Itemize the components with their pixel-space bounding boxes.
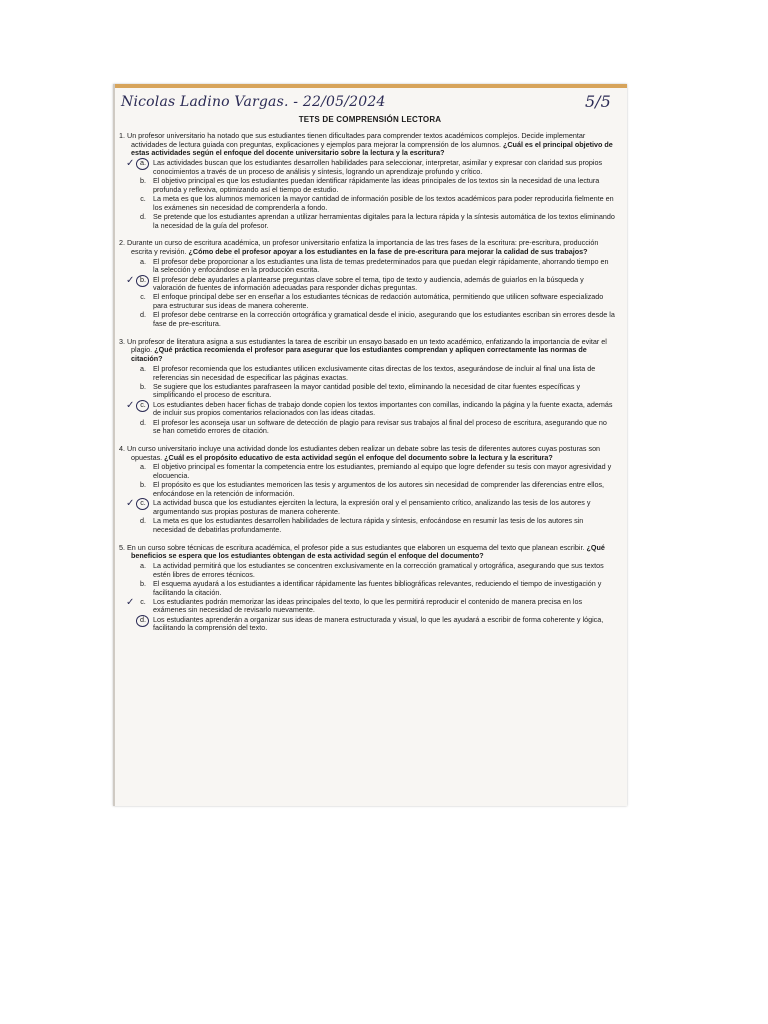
- option-text: El profesor debe ayudarles a plantearse preguntas clave sobre el tema, tipo de texto y audiencia, además de guiarlos en la búsqueda y valoración de fuentes de información adecuadas para responder dichas preguntas.: [153, 274, 584, 293]
- option-letter: c.: [140, 596, 146, 606]
- question-context: Durante un curso de escritura académica, un profesor universitario enfatiza la importancia de las tres fases de la escritura: pre-escritura, producción escrita y revisión.: [127, 238, 599, 256]
- question-context: Un profesor universitario ha notado que sus estudiantes tienen dificultades para comprender textos académicos complejos. Decide implementar actividades de lectura guiada con preguntas, explicaciones y ejemplos para mejorar la comprensión de los alumnos.: [127, 131, 586, 149]
- option-b[interactable]: [119, 383, 615, 400]
- option-c[interactable]: [119, 401, 615, 418]
- option-b[interactable]: [119, 177, 615, 194]
- option-letter: a.: [140, 462, 146, 472]
- question-list: [119, 132, 615, 642]
- option-letter: b.: [140, 578, 146, 588]
- question-1: [119, 132, 615, 230]
- option-c[interactable]: [119, 293, 615, 310]
- option-text: La actividad permitirá que los estudiantes se concentren exclusivamente en la corrección gramatical y ortográfica, asegurando que sus textos estén libres de errores técnicos.: [153, 560, 604, 579]
- option-d[interactable]: [119, 311, 615, 328]
- question-stem: [119, 239, 615, 256]
- option-b[interactable]: [119, 580, 615, 597]
- option-letter: a.: [140, 158, 146, 168]
- option-d[interactable]: [119, 419, 615, 436]
- checkmark-icon: ✓: [126, 399, 135, 411]
- question-prompt: ¿Cuál es el principal objetivo de estas actividades según el enfoque del docente universitario sobre la lectura y la escritura?: [131, 139, 613, 158]
- question-stem: [119, 544, 615, 561]
- option-text: El objetivo principal es que los estudiantes puedan identificar rápidamente las ideas principales de los textos sin la necesidad de una lectura profunda y reflexiva, optimizando así el tiempo de estudio.: [153, 176, 600, 194]
- option-text: Se sugiere que los estudiantes parafraseen la mayor cantidad posible del texto, eliminando la necesidad de citar fuentes específicas y simplificando el proceso de escritura.: [153, 381, 581, 400]
- question-4: [119, 445, 615, 535]
- checkmark-icon: ✓: [126, 274, 135, 286]
- option-c[interactable]: [119, 499, 615, 516]
- option-letter: c.: [140, 498, 146, 508]
- option-text: El propósito es que los estudiantes memoricen las tesis y argumentos de los autores sin necesidad de comprender las diferencias entre ellos, enfocándose en la retención de información.: [153, 480, 605, 499]
- question-number: 5.: [119, 542, 125, 552]
- option-d[interactable]: [119, 616, 615, 633]
- option-text: El profesor recomienda que los estudiantes utilicen exclusivamente citas directas de los textos, asegurándose de incluir al final una lista de referencias sin necesidad de especificar las páginas exactas.: [153, 363, 596, 382]
- question-prompt: ¿Qué práctica recomienda el profesor para asegurar que los estudiantes comprendan y apliquen correctamente las normas de citación?: [131, 345, 587, 364]
- question-number: 2.: [119, 238, 125, 248]
- option-a[interactable]: [119, 159, 615, 176]
- option-text: El profesor debe proporcionar a los estudiantes una lista de temas predeterminados para que puedan elegir rápidamente, ahorrando tiempo en la selección y enfocándose en la producción escrita.: [153, 256, 609, 275]
- paper-top-edge: [113, 84, 627, 88]
- score-mark: 5/5: [585, 92, 611, 111]
- option-c[interactable]: [119, 598, 615, 615]
- question-context: En un curso sobre técnicas de escritura académica, el profesor pide a sus estudiantes que elaboren un esquema del texto que planean escribir.: [127, 542, 585, 552]
- checkmark-icon: ✓: [126, 498, 135, 510]
- question-3: [119, 338, 615, 436]
- option-a[interactable]: [119, 258, 615, 275]
- option-text: Se pretende que los estudiantes aprendan a utilizar herramientas digitales para la lectura rápida y la síntesis automática de los textos eliminando la necesidad de la guía del profesor.: [153, 211, 615, 230]
- option-text: La meta es que los alumnos memoricen la mayor cantidad de información posible de los textos académicos para poder reproducirla fielmente en los exámenes sin necesidad de comprenderla a fondo.: [153, 193, 614, 212]
- option-text: El enfoque principal debe ser en enseñar a los estudiantes técnicas de redacción automática, permitiendo que utilicen software especializado para estructurar sus ideas de manera coherente.: [153, 292, 604, 311]
- option-letter: d.: [140, 417, 146, 427]
- option-letter: a.: [140, 363, 146, 373]
- option-letter: d.: [140, 211, 146, 221]
- option-a[interactable]: [119, 463, 615, 480]
- option-a[interactable]: [119, 365, 615, 382]
- question-prompt: ¿Cuál es el propósito educativo de esta actividad según el enfoque del documento sobre la lectura y la escritura?: [164, 452, 553, 462]
- question-prompt: ¿Qué beneficios se espera que los estudiantes obtengan de esta actividad según el enfoque del documento?: [131, 542, 605, 561]
- option-c[interactable]: [119, 195, 615, 212]
- question-2: [119, 239, 615, 329]
- paper-left-edge: [113, 84, 115, 806]
- option-text: Los estudiantes deben hacer fichas de trabajo donde copien los textos importantes con comillas, indicando la página y la fuente exacta, además de incluir sus propios comentarios relacionados con las ideas citadas.: [153, 399, 613, 418]
- option-letter: b.: [140, 480, 146, 490]
- option-letter: c.: [140, 193, 146, 203]
- option-text: Los estudiantes aprenderán a organizar sus ideas de manera estructurada y visual, lo que les ayudará a escribir de forma coherente y lógica, facilitando la comprensión del texto.: [153, 614, 604, 633]
- option-text: Los estudiantes podrán memorizar las ideas principales del texto, lo que les permitirá reproducir el contenido de manera precisa en los exámenes sin necesidad de revisarlo nuevamente.: [153, 596, 583, 615]
- option-text: Las actividades buscan que los estudiantes desarrollen habilidades para seleccionar, interpretar, asimilar y expresar con claridad sus propios conocimientos a través de un proceso de análisis y síntesis, logrando un aprendizaje profundo y crítico.: [153, 158, 603, 176]
- option-text: La meta es que los estudiantes desarrollen habilidades de lectura rápida y síntesis, enfocándose en resumir las tesis de los autores sin necesidad de debatirlas profundamente.: [153, 516, 584, 534]
- option-letter: a.: [140, 560, 146, 570]
- option-text: La actividad busca que los estudiantes ejerciten la lectura, la expresión oral y el pensamiento crítico, analizando las tesis de los autores y argumentando sus propias posturas de manera coherente.: [153, 498, 591, 516]
- question-stem: [119, 132, 615, 158]
- student-name-date: Nicolas Ladino Vargas. - 22/05/2024: [121, 94, 386, 110]
- option-letter: d.: [140, 310, 146, 320]
- option-letter: c.: [140, 399, 146, 409]
- exam-title: TETS DE COMPRENSIÓN LECTORA: [298, 115, 442, 124]
- question-prompt: ¿Cómo debe el profesor apoyar a los estudiantes en la fase de pre-escritura para mejorar la calidad de sus trabajos?: [188, 246, 588, 256]
- question-stem: [119, 338, 615, 364]
- question-context: Un profesor de literatura asigna a sus estudiantes la tarea de escribir un ensayo basado en un texto académico, enfatizando la importancia de evitar el plagio.: [127, 336, 607, 355]
- option-letter: c.: [140, 292, 146, 302]
- option-d[interactable]: [119, 517, 615, 534]
- question-context: Un curso universitario incluye una actividad donde los estudiantes deben realizar un debate sobre las tesis de diferentes autores cuyas posturas son opuestas.: [127, 444, 601, 462]
- question-number: 1.: [119, 131, 125, 140]
- option-text: El esquema ayudará a los estudiantes a identificar rápidamente las fuentes bibliográficas relevantes, reduciendo el tiempo de investigación y facilitando la citación.: [153, 578, 602, 597]
- option-b[interactable]: [119, 276, 615, 293]
- option-d[interactable]: [119, 213, 615, 230]
- exam-paper: [113, 84, 627, 806]
- option-text: El profesor les aconseja usar un software de detección de plagio para revisar sus trabajos al final del proceso de escritura, asegurando que no se han cometido errores de citación.: [153, 417, 607, 436]
- option-letter: b.: [140, 176, 146, 186]
- question-stem: [119, 445, 615, 462]
- option-a[interactable]: [119, 562, 615, 579]
- checkmark-icon: ✓: [126, 596, 135, 608]
- option-letter: d.: [140, 614, 146, 624]
- option-letter: b.: [140, 381, 146, 391]
- option-text: El profesor debe centrarse en la corrección ortográfica y gramatical desde el inicio, asegurando que los estudiantes escriban sin errores desde la fase de pre-escritura.: [153, 310, 615, 329]
- option-letter: b.: [140, 274, 146, 284]
- option-letter: d.: [140, 516, 146, 526]
- question-5: [119, 544, 615, 634]
- option-letter: a.: [140, 256, 146, 266]
- option-text: El objetivo principal es fomentar la competencia entre los estudiantes, premiando al equipo que logre defender su tesis con mayor agresividad y elocuencia.: [153, 462, 612, 481]
- option-b[interactable]: [119, 481, 615, 498]
- checkmark-icon: ✓: [126, 158, 135, 170]
- question-number: 4.: [119, 444, 125, 453]
- question-number: 3.: [119, 336, 125, 346]
